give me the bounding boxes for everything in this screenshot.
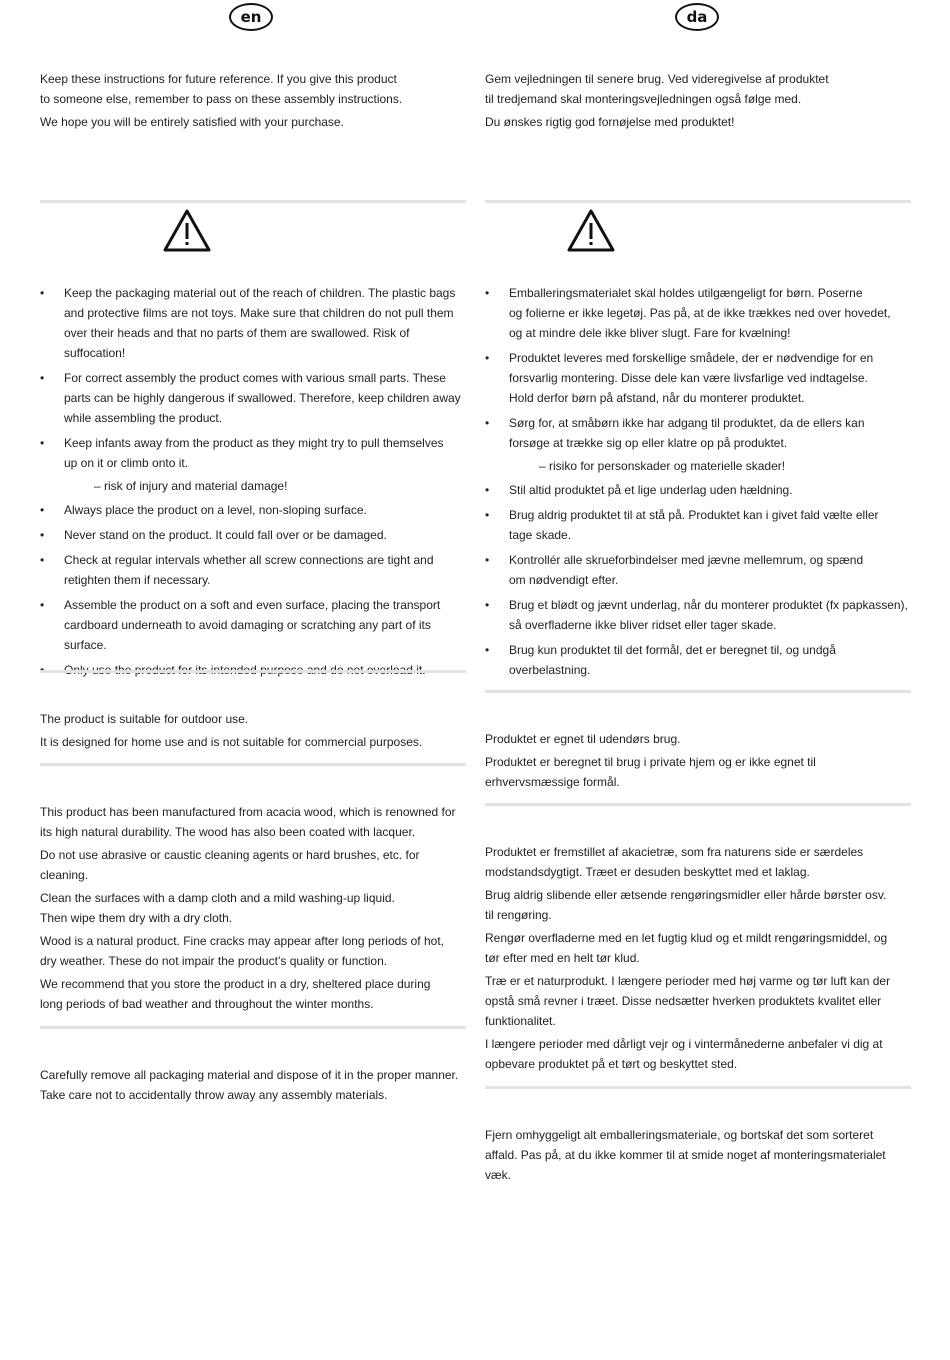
warning-triangle-icon <box>567 208 615 252</box>
use-paragraph: Produktet er beregnet til brug i private hjem og er ikke egnet til erhvervsmæssige formål. <box>485 755 816 789</box>
list-item: • Keep the packaging material out of the reach of children. The plastic bags and protective films are not toys. Make sure that children do not pull them over their heads and that no parts of them are swallowed. Risk of suffocation! <box>40 286 456 360</box>
section-divider <box>40 1026 466 1029</box>
use-paragraph: The product is suitable for outdoor use. <box>40 712 249 726</box>
list-item: • Brug kun produktet til det formål, det er beregnet til, og undgå overbelastning. <box>485 643 836 677</box>
intro-paragraph: Gem vejledningen til senere brug. Ved videregivelse af produktet til tredjemand skal monteringsvejledningen også følge med. <box>485 72 829 106</box>
list-item: • Keep infants away from the product as they might try to pull themselves up on it or climb onto it. <box>40 436 444 470</box>
list-item: • Assemble the product on a soft and even surface, placing the transport cardboard underneath to avoid damaging or scratching any part of its surface. <box>40 598 441 652</box>
section-divider <box>485 1086 911 1089</box>
disposal-paragraph: Fjern omhyggeligt alt emballeringsmateriale, og bortskaf det som sorteret affald. Pas på, at du ikke kommer til at smide noget af monteringsmaterialet væk. <box>485 1128 886 1182</box>
intro-section-en <box>40 69 466 135</box>
disposal-section-da <box>485 1125 911 1188</box>
disposal-section-en <box>40 1065 466 1108</box>
care-section-da <box>485 842 911 1077</box>
section-divider <box>40 670 466 673</box>
care-paragraph: Clean the surfaces with a damp cloth and a mild washing-up liquid. Then wipe them dry with a dry cloth. <box>40 891 395 925</box>
intro-paragraph: Du ønskes rigtig god fornøjelse med produktet! <box>485 115 735 129</box>
care-paragraph: Træ er et naturprodukt. I længere perioder med høj varme og tør luft kan der opstå små revner i træet. Disse nedsætter hverken produktets kvalitet eller funktionalitet. <box>485 974 891 1028</box>
care-paragraph: I længere perioder med dårligt vejr og i vintermånederne anbefaler vi dig at opbevare produktet på et tørt og beskyttet sted. <box>485 1037 883 1071</box>
intro-paragraph: Keep these instructions for future reference. If you give this product to someone else, remember to pass on these assembly instructions. <box>40 72 403 106</box>
list-item: • Only use the product for its intended purpose and do not overload it. <box>40 663 426 677</box>
care-paragraph: Do not use abrasive or caustic cleaning agents or hard brushes, etc. for cleaning. <box>40 848 420 882</box>
section-divider <box>40 200 466 203</box>
list-item: • Kontrollér alle skrueforbindelser med jævne mellemrum, og spænd om nødvendigt efter. <box>485 553 864 587</box>
safety-section-da <box>485 283 911 685</box>
care-paragraph: Brug aldrig slibende eller ætsende rengøringsmidler eller hårde børster osv. til rengøring. <box>485 888 887 922</box>
list-item: • Stil altid produktet på et lige underlag uden hældning. <box>485 483 793 497</box>
list-item: • Brug et blødt og jævnt underlag, når du monterer produktet (fx papkassen), så overfladerne ikke bliver ridset eller tager skade. <box>485 598 908 632</box>
list-item: • Never stand on the product. It could fall over or be damaged. <box>40 528 387 542</box>
safety-subnote: – risiko for personskader og materielle skader! <box>539 459 786 473</box>
care-paragraph: Rengør overfladerne med en let fugtig klud og et mildt rengøringsmiddel, og tør efter med en helt tør klud. <box>485 931 888 965</box>
disposal-paragraph: Carefully remove all packaging material and dispose of it in the proper manner. Take care not to accidentally throw away any assembly materials. <box>40 1068 459 1102</box>
section-divider <box>40 763 466 766</box>
care-paragraph: Wood is a natural product. Fine cracks may appear after long periods of hot, dry weather. These do not impair the product’s quality or function. <box>40 934 444 968</box>
care-paragraph: Produktet er fremstillet af akacietræ, som fra naturens side er særdeles modstandsdygtigt. Træet er desuden beskyttet med et laklag. <box>485 845 864 879</box>
intro-paragraph: We hope you will be entirely satisfied with your purchase. <box>40 115 344 129</box>
list-item: • For correct assembly the product comes with various small parts. These parts can be highly dangerous if swallowed. Therefore, keep children away while assembling the product. <box>40 371 461 425</box>
list-item: • Produktet leveres med forskellige smådele, der er nødvendige for en forsvarlig montering. Disse dele kan være livsfarlige ved indtagelse. Hold derfor børn på afstand, når du monterer produktet. <box>485 351 874 405</box>
language-badge-en: en <box>229 3 273 31</box>
warning-triangle-icon <box>163 208 211 252</box>
intro-section-da <box>485 69 911 135</box>
use-section-da <box>485 729 911 795</box>
section-divider <box>485 803 911 806</box>
safety-section-en <box>40 283 466 685</box>
list-item: • Brug aldrig produktet til at stå på. Produktet kan i givet fald vælte eller tage skade. <box>485 508 879 542</box>
list-item: • Check at regular intervals whether all screw connections are tight and retighten them if necessary. <box>40 553 434 587</box>
list-item: • Sørg for, at småbørn ikke har adgang til produktet, da de ellers kan forsøge at trække sig op eller klatre op på produktet. <box>485 416 865 450</box>
list-item: • Emballeringsmaterialet skal holdes utilgængeligt for børn. Poserne og folierne er ikke legetøj. Pas på, at de ikke trækkes ned over hovedet, og at mindre dele ikke bliver slugt. Fare for kvælning! <box>485 286 891 340</box>
safety-subnote: – risk of injury and material damage! <box>94 479 288 493</box>
care-section-en <box>40 802 466 1017</box>
care-paragraph: We recommend that you store the product in a dry, sheltered place during long periods of bad weather and throughout the winter months. <box>40 977 431 1011</box>
use-paragraph: Produktet er egnet til udendørs brug. <box>485 732 681 746</box>
list-item: • Always place the product on a level, non-sloping surface. <box>40 503 367 517</box>
language-badge-da: da <box>675 3 719 31</box>
use-paragraph: It is designed for home use and is not suitable for commercial purposes. <box>40 735 423 749</box>
use-section-en <box>40 709 466 755</box>
section-divider <box>485 690 911 693</box>
section-divider <box>485 200 911 203</box>
care-paragraph: This product has been manufactured from acacia wood, which is renowned for its high natural durability. The wood has also been coated with lacquer. <box>40 805 456 839</box>
